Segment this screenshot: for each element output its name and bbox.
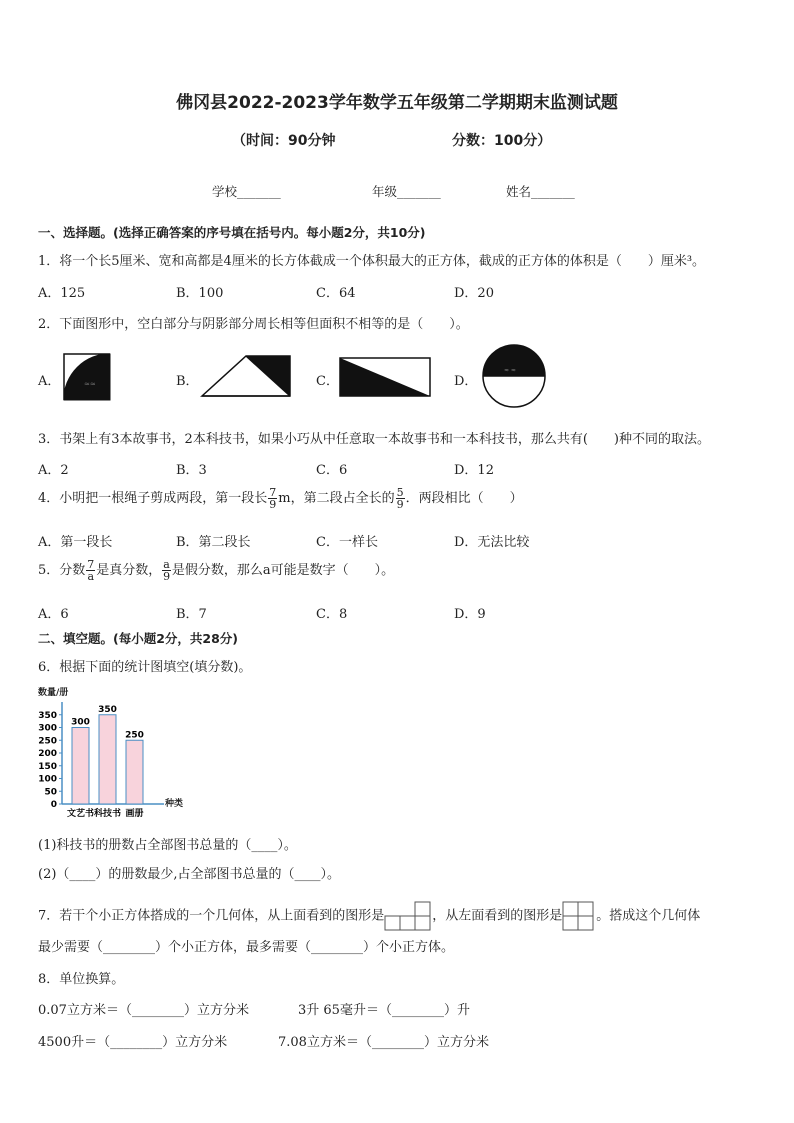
chart-x-label: 种类 [165, 799, 184, 809]
svg-text:≈≈: ≈≈ [84, 380, 96, 388]
svg-text:≈ ≈: ≈ ≈ [504, 367, 516, 374]
chart-category-label: 画册 [125, 809, 144, 819]
q4-option-c[interactable]: C．一样长 [316, 535, 378, 550]
school-field[interactable]: 学校_______ [212, 184, 281, 199]
q2-figure-d [474, 342, 554, 410]
exam-time: （时间：90分钟 [232, 133, 336, 149]
q5-option-d[interactable]: D．9 [454, 607, 486, 622]
q2-text: 2．下面图形中，空白部分与阴影部分周长相等但面积不相等的是（ ）。 [38, 317, 469, 332]
q6-bar-chart [34, 682, 204, 820]
chart-bar-value: 250 [125, 730, 144, 741]
q6-sub1: (1)科技书的册数占全部图书总量的（____）。 [38, 838, 297, 853]
q1-option-d[interactable]: D．20 [454, 286, 494, 301]
chart-bar [72, 728, 89, 805]
q2-option-d[interactable]: D． [454, 374, 478, 389]
q7-line2: 最少需要（________）个小正方体，最多需要（________）个小正方体。 [38, 940, 455, 955]
q1-option-b[interactable]: B．100 [176, 286, 224, 301]
q2-option-b[interactable]: B． [176, 374, 199, 389]
q5-option-b[interactable]: B．7 [176, 607, 207, 622]
q4-option-b[interactable]: B．第二段长 [176, 535, 251, 550]
q8-text: 8．单位换算。 [38, 972, 125, 987]
q7-left-view [562, 901, 596, 931]
q8-row2a: 4500升＝（________）立方分米 [38, 1035, 228, 1050]
chart-bar-value: 300 [71, 717, 90, 728]
q3-option-d[interactable]: D．12 [454, 463, 494, 478]
q5-option-c[interactable]: C．8 [316, 607, 348, 622]
chart-bar-value: 350 [98, 704, 117, 715]
q3-option-b[interactable]: B．3 [176, 463, 207, 478]
chart-y-label: 数量/册 [38, 688, 69, 698]
q7-line1: 7．若干个小正方体搭成的一个几何体，从上面看到的图形是 ，从左面看到的图形是 。搭成这个几何体 [38, 901, 700, 931]
section2-heading: 二、填空题。(每小题2分，共28分) [38, 631, 239, 646]
q3-option-a[interactable]: A．2 [38, 463, 69, 478]
chart-category-label: 科技书 [93, 809, 122, 819]
q8-row1a: 0.07立方米＝（________）立方分米 [38, 1003, 249, 1018]
q8-row2b: 7.08立方米＝（________）立方分米 [278, 1035, 489, 1050]
exam-score: 分数：100分） [452, 133, 552, 149]
chart-bar [126, 740, 143, 804]
chart-y-tick-label: 50 [44, 787, 57, 798]
q6-text: 6．根据下面的统计图填空(填分数)。 [38, 660, 252, 675]
q2-option-c[interactable]: C． [316, 374, 339, 389]
q4-text: 4．小明把一根绳子剪成两段，第一段长 $\frac{7}{9}$ m，第二段占全长的 $\frac{5}{9}$ ．两段相比（ ） [38, 486, 523, 511]
q1-text: 1．将一个长5厘米、宽和高都是4厘米的长方体截成一个体积最大的正方体，截成的正方体的体积是（ ）厘米³。 [38, 254, 706, 269]
q4-option-a[interactable]: A．第一段长 [38, 535, 113, 550]
name-field[interactable]: 姓名_______ [506, 184, 575, 199]
q3-text: 3．书架上有3本故事书，2本科技书，如果小巧从中任意取一本故事书和一本科技书，那么共有( )种不同的取法。 [38, 432, 710, 447]
q1-option-a[interactable]: A．125 [38, 286, 86, 301]
section1-heading: 一、选择题。(选择正确答案的序号填在括号内。每小题2分，共10分) [38, 225, 426, 240]
q5-text: 5．分数 $\frac{7}{a}$ 是真分数， $\frac{a}{9}$ 是假分数，那么a可能是数字（ ）。 [38, 558, 395, 583]
q5-option-a[interactable]: A．6 [38, 607, 69, 622]
chart-y-tick-label: 0 [50, 800, 57, 810]
q2-figure-b [198, 354, 294, 398]
chart-y-tick-label: 150 [38, 761, 57, 772]
chart-category-label: 文艺书 [66, 809, 95, 819]
q4-option-d[interactable]: D．无法比较 [454, 535, 530, 550]
chart-y-tick-label: 100 [38, 774, 57, 785]
chart-bar [99, 715, 116, 804]
chart-y-tick-label: 200 [38, 749, 57, 759]
grade-field[interactable]: 年级_______ [372, 184, 441, 199]
q6-sub2: (2)（____）的册数最少,占全部图书总量的（____）。 [38, 867, 341, 882]
q7-top-view [384, 901, 432, 931]
q1-option-c[interactable]: C．64 [316, 286, 356, 301]
q3-option-c[interactable]: C．6 [316, 463, 348, 478]
chart-y-tick-label: 250 [38, 736, 57, 747]
chart-y-tick-label: 350 [38, 710, 57, 721]
q2-figure-a [62, 352, 112, 402]
q8-row1b: 3升 65毫升＝（________）升 [298, 1003, 470, 1018]
q2-option-a[interactable]: A． [38, 374, 61, 389]
q2-figure-c [338, 356, 432, 398]
page-title: 佛冈县2022-2023学年数学五年级第二学期期末监测试题 [176, 93, 618, 113]
chart-y-tick-label: 300 [38, 723, 57, 734]
